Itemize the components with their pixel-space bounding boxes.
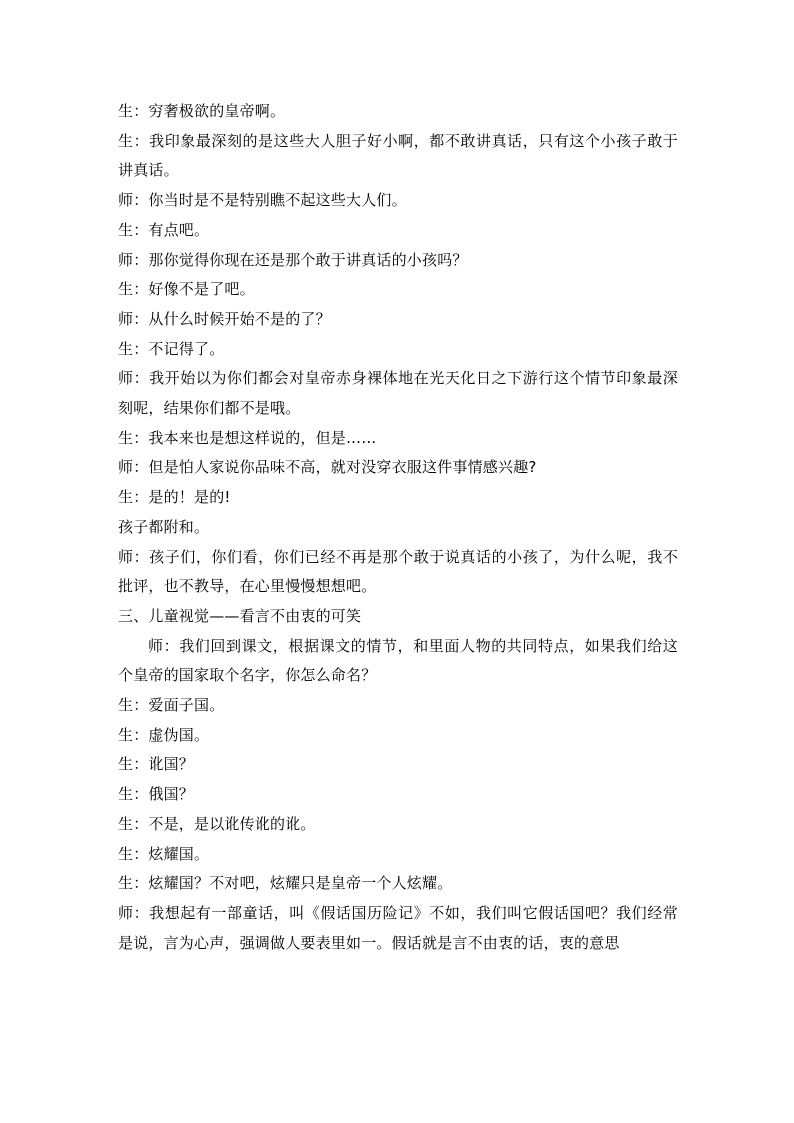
- paragraph: 生：讹国？: [118, 755, 195, 774]
- paragraph: 生：俄国？: [118, 785, 195, 804]
- paragraph: 师：你当时是不是特别瞧不起这些大人们。: [118, 191, 407, 210]
- paragraph: 师：从什么时候开始不是的了？: [118, 309, 331, 328]
- document-body: [118, 97, 678, 958]
- paragraph: 生：穷奢极欲的皇帝啊。: [118, 102, 286, 120]
- paragraph: 师：但是怕人家说你品味不高，就对没穿衣服这件事情感兴趣?: [118, 458, 537, 477]
- paragraph: 生：我印象最深刻的是这些大人胆子好小啊，都不敢讲真话，只有这个小孩子敢于讲真话。: [118, 131, 678, 180]
- paragraph: 生：爱面子国。: [118, 696, 225, 715]
- paragraph: 生：不是，是以讹传讹的讹。: [118, 814, 316, 833]
- paragraph: 生：炫耀国。: [118, 844, 210, 863]
- paragraph: 三、儿童视觉——看言不由衷的可笑: [118, 606, 362, 625]
- paragraph: 生：我本来也是想这样说的，但是……: [118, 428, 377, 447]
- paragraph: 生：不记得了。: [118, 339, 225, 358]
- paragraph: 生：是的！是的!: [118, 488, 231, 507]
- paragraph: 师：我开始以为你们都会对皇帝赤身裸体地在光天化日之下游行这个情节印象最深刻呢，结果你们都不是哦。: [118, 369, 678, 418]
- paragraph: 生：炫耀国？不对吧，炫耀只是皇帝一个人炫耀。: [118, 874, 453, 893]
- paragraph: 师：我们回到课文，根据课文的情节，和里面人物的共同特点，如果我们给这个皇帝的国家取个名字，你怎么命名？: [118, 636, 678, 685]
- paragraph: 师：我想起有一部童话，叫《假话国历险记》不如，我们叫它假话国吧？我们经常是说，言为心声，强调做人要表里如一。假话就是言不由衷的话，衷的意思: [118, 903, 678, 952]
- paragraph: 孩子都附和。: [118, 517, 210, 536]
- paragraph: 生：好像不是了吧。: [118, 280, 255, 299]
- paragraph: 师：孩子们，你们看，你们已经不再是那个敢于说真话的小孩了，为什么呢，我不批评，也不教导，在心里慢慢想想吧。: [118, 547, 678, 596]
- paragraph: 师：那你觉得你现在还是那个敢于讲真话的小孩吗？: [118, 250, 468, 269]
- paragraph: 生：虚伪国。: [118, 725, 210, 744]
- paragraph: 生：有点吧。: [118, 220, 210, 239]
